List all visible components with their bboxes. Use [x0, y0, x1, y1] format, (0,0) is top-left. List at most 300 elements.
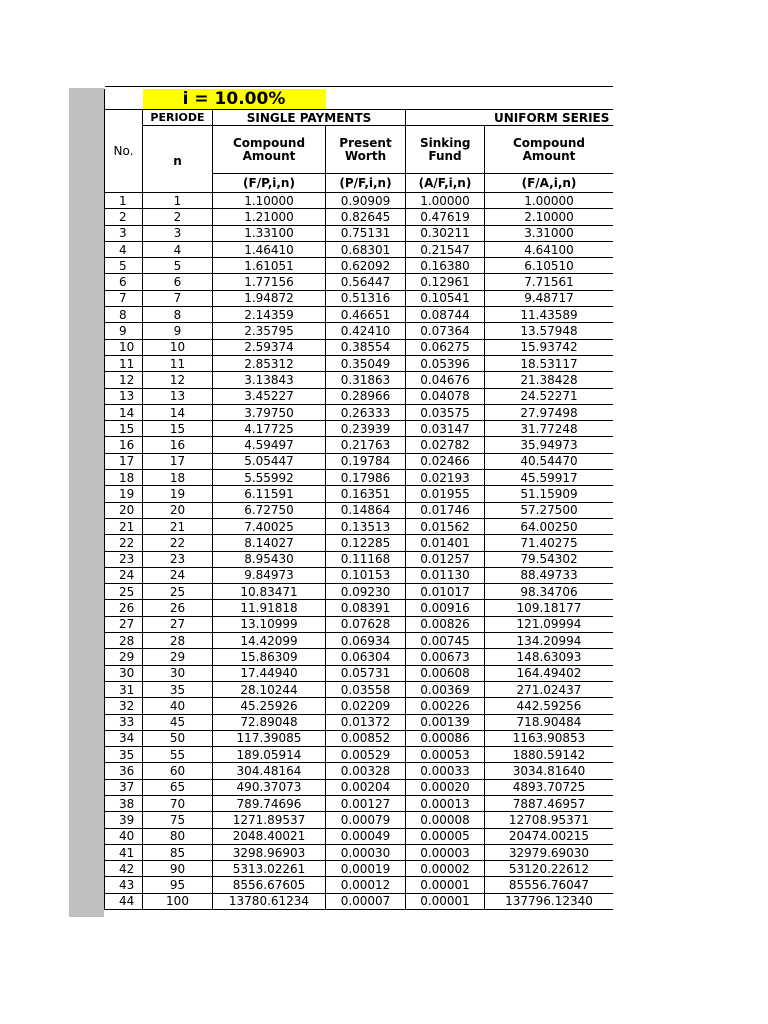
- pf-value: 0.00049: [326, 828, 406, 844]
- af-value: 0.00673: [406, 649, 485, 665]
- fa-value: 6.10510: [485, 258, 614, 274]
- af-value: 0.04676: [406, 372, 485, 388]
- table-row: [105, 372, 614, 388]
- header-no: No.: [105, 110, 143, 193]
- period: 40: [143, 698, 213, 714]
- table-row: [105, 812, 614, 828]
- row-number: 21: [105, 518, 143, 534]
- table-row: [105, 698, 614, 714]
- row-number: 14: [105, 404, 143, 420]
- header-n: n: [143, 126, 213, 193]
- af-value: 0.00139: [406, 714, 485, 730]
- fa-value: 3.31000: [485, 225, 614, 241]
- af-value: 0.00086: [406, 730, 485, 746]
- fa-value: 442.59256: [485, 698, 614, 714]
- period: 5: [143, 258, 213, 274]
- period: 21: [143, 518, 213, 534]
- row-number: 32: [105, 698, 143, 714]
- af-value: 0.30211: [406, 225, 485, 241]
- period: 2: [143, 209, 213, 225]
- af-value: 0.10541: [406, 290, 485, 306]
- fp-value: 490.37073: [213, 779, 326, 795]
- period: 18: [143, 470, 213, 486]
- fp-value: 8.14027: [213, 535, 326, 551]
- fa-value: 57.27500: [485, 502, 614, 518]
- table-row: [105, 633, 614, 649]
- pf-value: 0.23939: [326, 421, 406, 437]
- pf-value: 0.90909: [326, 193, 406, 209]
- fa-value: 1.00000: [485, 193, 614, 209]
- fp-value: 28.10244: [213, 681, 326, 697]
- pf-value: 0.10153: [326, 567, 406, 583]
- pf-value: 0.21763: [326, 437, 406, 453]
- af-value: 0.00002: [406, 861, 485, 877]
- table-row: [105, 518, 614, 534]
- fp-value: 17.44940: [213, 665, 326, 681]
- af-value: 0.00745: [406, 633, 485, 649]
- period: 11: [143, 355, 213, 371]
- fa-value: 88.49733: [485, 567, 614, 583]
- fp-value: 1.61051: [213, 258, 326, 274]
- pf-value: 0.07628: [326, 616, 406, 632]
- period: 35: [143, 681, 213, 697]
- fp-value: 4.17725: [213, 421, 326, 437]
- row-number: 15: [105, 421, 143, 437]
- af-value: 0.04078: [406, 388, 485, 404]
- af-value: 0.12961: [406, 274, 485, 290]
- fa-value: 18.53117: [485, 355, 614, 371]
- period: 24: [143, 567, 213, 583]
- row-number: 42: [105, 861, 143, 877]
- af-value: 0.00005: [406, 828, 485, 844]
- fa-value: 24.52271: [485, 388, 614, 404]
- fp-value: 9.84973: [213, 567, 326, 583]
- period: 17: [143, 453, 213, 469]
- af-value: 0.00013: [406, 795, 485, 811]
- fp-value: 15.86309: [213, 649, 326, 665]
- table-row: [105, 779, 614, 795]
- af-value: 0.00053: [406, 747, 485, 763]
- row-number: 35: [105, 747, 143, 763]
- pf-value: 0.00852: [326, 730, 406, 746]
- pf-value: 0.00030: [326, 844, 406, 860]
- fa-value: 134.20994: [485, 633, 614, 649]
- header-compound-amount-2: Compound Amount: [485, 126, 614, 174]
- af-value: 0.02193: [406, 470, 485, 486]
- table-row: [105, 193, 614, 209]
- fa-value: 11.43589: [485, 307, 614, 323]
- fp-value: 2.85312: [213, 355, 326, 371]
- pf-value: 0.38554: [326, 339, 406, 355]
- fa-value: 271.02437: [485, 681, 614, 697]
- af-value: 0.07364: [406, 323, 485, 339]
- pf-value: 0.11168: [326, 551, 406, 567]
- row-number: 1: [105, 193, 143, 209]
- period: 6: [143, 274, 213, 290]
- af-value: 0.00608: [406, 665, 485, 681]
- period: 85: [143, 844, 213, 860]
- fp-value: 4.59497: [213, 437, 326, 453]
- fa-value: 12708.95371: [485, 812, 614, 828]
- table-row: [105, 274, 614, 290]
- pf-value: 0.13513: [326, 518, 406, 534]
- af-value: 1.00000: [406, 193, 485, 209]
- af-value: 0.47619: [406, 209, 485, 225]
- period: 12: [143, 372, 213, 388]
- pf-value: 0.05731: [326, 665, 406, 681]
- fp-value: 2.35795: [213, 323, 326, 339]
- table-row: [105, 437, 614, 453]
- fp-value: 2.14359: [213, 307, 326, 323]
- row-number: 13: [105, 388, 143, 404]
- fa-value: 85556.76047: [485, 877, 614, 893]
- pf-value: 0.00019: [326, 861, 406, 877]
- af-value: 0.06275: [406, 339, 485, 355]
- row-number: 30: [105, 665, 143, 681]
- header-single-payments: SINGLE PAYMENTS: [213, 110, 406, 126]
- pf-value: 0.17986: [326, 470, 406, 486]
- fp-value: 1.10000: [213, 193, 326, 209]
- row-number: 41: [105, 844, 143, 860]
- table-row: [105, 209, 614, 225]
- row-number: 5: [105, 258, 143, 274]
- header-sinking-fund: Sinking Fund: [406, 126, 485, 174]
- table-row: [105, 404, 614, 420]
- row-number: 44: [105, 893, 143, 909]
- fa-value: 20474.00215: [485, 828, 614, 844]
- pf-value: 0.00204: [326, 779, 406, 795]
- header-periode: PERIODE: [143, 110, 213, 126]
- period: 50: [143, 730, 213, 746]
- fp-value: 1.21000: [213, 209, 326, 225]
- fa-value: 9.48717: [485, 290, 614, 306]
- fp-value: 1.77156: [213, 274, 326, 290]
- period: 3: [143, 225, 213, 241]
- table-row: [105, 470, 614, 486]
- fp-value: 72.89048: [213, 714, 326, 730]
- fp-value: 3298.96903: [213, 844, 326, 860]
- af-value: 0.00001: [406, 893, 485, 909]
- fa-value: 79.54302: [485, 551, 614, 567]
- period: 20: [143, 502, 213, 518]
- fp-value: 189.05914: [213, 747, 326, 763]
- pf-value: 0.28966: [326, 388, 406, 404]
- pf-value: 0.06934: [326, 633, 406, 649]
- row-number: 43: [105, 877, 143, 893]
- period: 95: [143, 877, 213, 893]
- fp-value: 304.48164: [213, 763, 326, 779]
- pf-value: 0.03558: [326, 681, 406, 697]
- fp-value: 3.79750: [213, 404, 326, 420]
- header-compound-amount: Compound Amount: [213, 126, 326, 174]
- period: 29: [143, 649, 213, 665]
- pf-value: 0.14864: [326, 502, 406, 518]
- table-row: [105, 258, 614, 274]
- fp-value: 5313.02261: [213, 861, 326, 877]
- fa-value: 121.09994: [485, 616, 614, 632]
- table-row: [105, 877, 614, 893]
- row-number: 7: [105, 290, 143, 306]
- table-row: [105, 584, 614, 600]
- fa-value: 109.18177: [485, 600, 614, 616]
- pf-value: 0.12285: [326, 535, 406, 551]
- af-value: 0.01955: [406, 486, 485, 502]
- fp-value: 117.39085: [213, 730, 326, 746]
- pf-value: 0.31863: [326, 372, 406, 388]
- row-number: 19: [105, 486, 143, 502]
- table-row: [105, 893, 614, 909]
- fa-value: 32979.69030: [485, 844, 614, 860]
- table-row: [105, 567, 614, 583]
- pf-value: 0.68301: [326, 241, 406, 257]
- period: 8: [143, 307, 213, 323]
- pf-value: 0.51316: [326, 290, 406, 306]
- fp-value: 3.45227: [213, 388, 326, 404]
- fa-value: 21.38428: [485, 372, 614, 388]
- row-number: 3: [105, 225, 143, 241]
- fp-value: 6.11591: [213, 486, 326, 502]
- af-value: 0.00008: [406, 812, 485, 828]
- row-number: 37: [105, 779, 143, 795]
- pf-value: 0.35049: [326, 355, 406, 371]
- pf-value: 0.62092: [326, 258, 406, 274]
- af-value: 0.16380: [406, 258, 485, 274]
- period: 26: [143, 600, 213, 616]
- row-number: 40: [105, 828, 143, 844]
- row-number: 36: [105, 763, 143, 779]
- row-number: 27: [105, 616, 143, 632]
- table-row: [105, 535, 614, 551]
- table-row: [105, 844, 614, 860]
- pf-value: 0.01372: [326, 714, 406, 730]
- period: 100: [143, 893, 213, 909]
- header-present-worth: Present Worth: [326, 126, 406, 174]
- af-value: 0.05396: [406, 355, 485, 371]
- row-number: 31: [105, 681, 143, 697]
- af-value: 0.01746: [406, 502, 485, 518]
- row-number: 20: [105, 502, 143, 518]
- fp-value: 1.46410: [213, 241, 326, 257]
- fa-value: 4.64100: [485, 241, 614, 257]
- fa-value: 27.97498: [485, 404, 614, 420]
- interest-rate-title: i = 10.00%: [143, 89, 326, 110]
- fa-value: 7.71561: [485, 274, 614, 290]
- pf-value: 0.00328: [326, 763, 406, 779]
- row-number: 25: [105, 584, 143, 600]
- fa-value: 137796.12340: [485, 893, 614, 909]
- table-row: [105, 747, 614, 763]
- table-row: [105, 861, 614, 877]
- fp-value: 2048.40021: [213, 828, 326, 844]
- fp-value: 789.74696: [213, 795, 326, 811]
- header-pf: (P/F,i,n): [326, 174, 406, 193]
- fp-value: 13.10999: [213, 616, 326, 632]
- header-uniform-series: UNIFORM SERIES: [406, 110, 614, 126]
- fp-value: 45.25926: [213, 698, 326, 714]
- row-number: 6: [105, 274, 143, 290]
- pf-value: 0.00012: [326, 877, 406, 893]
- header-fp: (F/P,i,n): [213, 174, 326, 193]
- fp-value: 1271.89537: [213, 812, 326, 828]
- table-row: [105, 355, 614, 371]
- row-number: 16: [105, 437, 143, 453]
- period: 13: [143, 388, 213, 404]
- fp-value: 8556.67605: [213, 877, 326, 893]
- af-value: 0.02782: [406, 437, 485, 453]
- fp-value: 1.33100: [213, 225, 326, 241]
- period: 15: [143, 421, 213, 437]
- period: 30: [143, 665, 213, 681]
- table-row: [105, 323, 614, 339]
- row-number: 12: [105, 372, 143, 388]
- fa-value: 98.34706: [485, 584, 614, 600]
- fp-value: 1.94872: [213, 290, 326, 306]
- fa-value: 15.93742: [485, 339, 614, 355]
- fp-value: 7.40025: [213, 518, 326, 534]
- af-value: 0.00369: [406, 681, 485, 697]
- row-number: 2: [105, 209, 143, 225]
- fp-value: 5.55992: [213, 470, 326, 486]
- table-body: [105, 193, 614, 910]
- pf-value: 0.26333: [326, 404, 406, 420]
- row-number: 23: [105, 551, 143, 567]
- table-row: [105, 486, 614, 502]
- table-row: [105, 290, 614, 306]
- row-number: 22: [105, 535, 143, 551]
- row-number: 24: [105, 567, 143, 583]
- header-af: (A/F,i,n): [406, 174, 485, 193]
- table-row: [105, 714, 614, 730]
- af-value: 0.01017: [406, 584, 485, 600]
- table-row: [105, 307, 614, 323]
- fp-value: 3.13843: [213, 372, 326, 388]
- af-value: 0.01401: [406, 535, 485, 551]
- period: 4: [143, 241, 213, 257]
- fa-value: 45.59917: [485, 470, 614, 486]
- fp-value: 6.72750: [213, 502, 326, 518]
- pf-value: 0.00529: [326, 747, 406, 763]
- fp-value: 5.05447: [213, 453, 326, 469]
- pf-value: 0.02209: [326, 698, 406, 714]
- table-row: [105, 551, 614, 567]
- pf-value: 0.09230: [326, 584, 406, 600]
- pf-value: 0.00007: [326, 893, 406, 909]
- fa-value: 718.90484: [485, 714, 614, 730]
- row-number: 17: [105, 453, 143, 469]
- table-row: [105, 421, 614, 437]
- table-row: [105, 665, 614, 681]
- fp-value: 10.83471: [213, 584, 326, 600]
- pf-value: 0.42410: [326, 323, 406, 339]
- period: 16: [143, 437, 213, 453]
- pf-value: 0.82645: [326, 209, 406, 225]
- fa-value: 7887.46957: [485, 795, 614, 811]
- period: 60: [143, 763, 213, 779]
- table-row: [105, 339, 614, 355]
- row-header-strip: [69, 88, 104, 917]
- period: 7: [143, 290, 213, 306]
- af-value: 0.01562: [406, 518, 485, 534]
- period: 14: [143, 404, 213, 420]
- row-number: 39: [105, 812, 143, 828]
- period: 75: [143, 812, 213, 828]
- fa-value: 51.15909: [485, 486, 614, 502]
- fa-value: 3034.81640: [485, 763, 614, 779]
- period: 27: [143, 616, 213, 632]
- header-fa: (F/A,i,n): [485, 174, 614, 193]
- row-number: 9: [105, 323, 143, 339]
- table-row: [105, 600, 614, 616]
- pf-value: 0.46651: [326, 307, 406, 323]
- period: 23: [143, 551, 213, 567]
- af-value: 0.00033: [406, 763, 485, 779]
- fa-value: 31.77248: [485, 421, 614, 437]
- fa-value: 164.49402: [485, 665, 614, 681]
- table-row: [105, 453, 614, 469]
- period: 22: [143, 535, 213, 551]
- table-row: [105, 649, 614, 665]
- fp-value: 8.95430: [213, 551, 326, 567]
- af-value: 0.00020: [406, 779, 485, 795]
- row-number: 38: [105, 795, 143, 811]
- period: 90: [143, 861, 213, 877]
- af-value: 0.00003: [406, 844, 485, 860]
- fp-value: 13780.61234: [213, 893, 326, 909]
- period: 45: [143, 714, 213, 730]
- af-value: 0.00826: [406, 616, 485, 632]
- pf-value: 0.00127: [326, 795, 406, 811]
- row-number: 34: [105, 730, 143, 746]
- pf-value: 0.19784: [326, 453, 406, 469]
- af-value: 0.00916: [406, 600, 485, 616]
- fa-value: 40.54470: [485, 453, 614, 469]
- row-number: 29: [105, 649, 143, 665]
- table-row: [105, 616, 614, 632]
- table-row: [105, 828, 614, 844]
- period: 9: [143, 323, 213, 339]
- fp-value: 2.59374: [213, 339, 326, 355]
- fa-value: 1880.59142: [485, 747, 614, 763]
- fa-value: 13.57948: [485, 323, 614, 339]
- row-number: 33: [105, 714, 143, 730]
- fp-value: 14.42099: [213, 633, 326, 649]
- pf-value: 0.75131: [326, 225, 406, 241]
- period: 1: [143, 193, 213, 209]
- af-value: 0.01257: [406, 551, 485, 567]
- af-value: 0.03147: [406, 421, 485, 437]
- fa-value: 148.63093: [485, 649, 614, 665]
- af-value: 0.02466: [406, 453, 485, 469]
- table-row: [105, 502, 614, 518]
- interest-table-sheet: [104, 86, 613, 920]
- period: 70: [143, 795, 213, 811]
- pf-value: 0.06304: [326, 649, 406, 665]
- af-value: 0.00226: [406, 698, 485, 714]
- table-row: [105, 225, 614, 241]
- period: 10: [143, 339, 213, 355]
- fp-value: 11.91818: [213, 600, 326, 616]
- fa-value: 2.10000: [485, 209, 614, 225]
- pf-value: 0.08391: [326, 600, 406, 616]
- af-value: 0.21547: [406, 241, 485, 257]
- table-row: [105, 795, 614, 811]
- row-number: 26: [105, 600, 143, 616]
- period: 80: [143, 828, 213, 844]
- row-number: 10: [105, 339, 143, 355]
- fa-value: 35.94973: [485, 437, 614, 453]
- period: 19: [143, 486, 213, 502]
- af-value: 0.01130: [406, 567, 485, 583]
